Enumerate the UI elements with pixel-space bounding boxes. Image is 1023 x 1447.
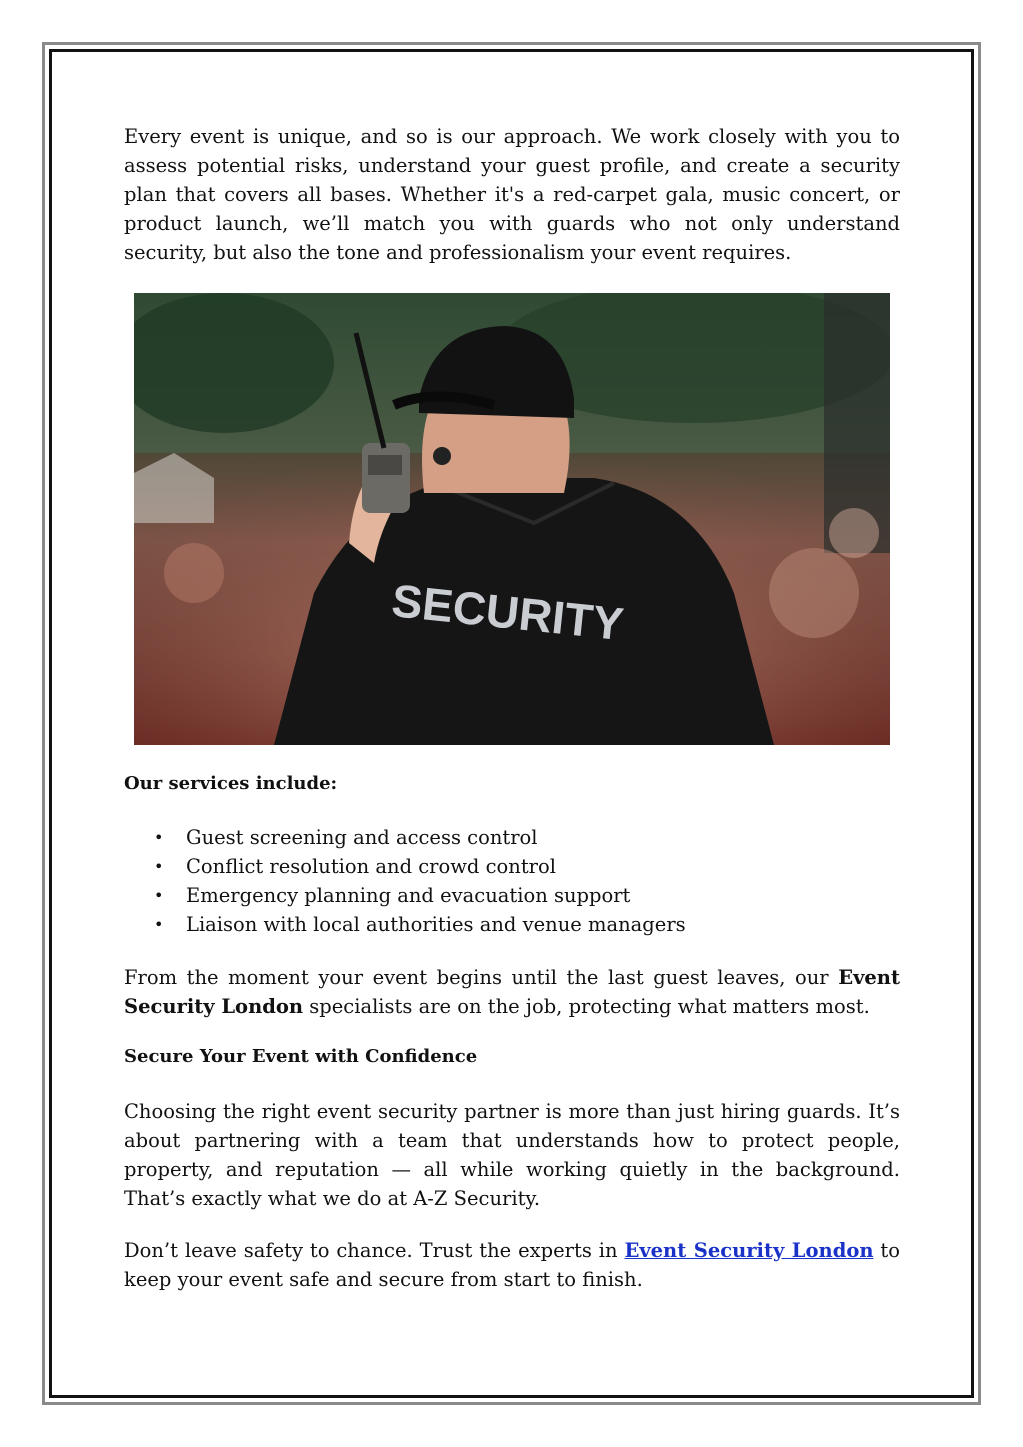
from-paragraph — [124, 963, 900, 1021]
list-item: • Conflict resolution and crowd control — [124, 852, 900, 881]
choosing-paragraph: Choosing the right event security partner is more than just hiring guards. It’s about partnering with a team that understands how to protect people, property, and reputation — all while working quietly in the background. That’s exactly what we do at A-Z Security. — [124, 1100, 900, 1210]
shirt-security-text: SECURITY — [389, 574, 627, 651]
security-guard-photo — [134, 293, 890, 745]
list-item: • Guest screening and access control — [124, 823, 900, 852]
services-list — [124, 823, 900, 939]
from-paragraph-end: specialists are on the job, protecting what matters most. — [303, 995, 870, 1018]
list-item: • Liaison with local authorities and venue managers — [124, 910, 900, 939]
closing-paragraph — [124, 1236, 900, 1294]
list-item: • Emergency planning and evacuation support — [124, 881, 900, 910]
event-security-london-link[interactable]: Event Security London — [624, 1239, 874, 1262]
from-paragraph-start: From the moment your event begins until the last guest leaves, our — [124, 966, 839, 989]
closing-paragraph-end: to keep your event safe and secure from start to finish. — [124, 1239, 901, 1291]
services-heading: Our services include: — [124, 773, 338, 794]
intro-paragraph: Every event is unique, and so is our approach. We work closely with you to assess potential risks, understand your guest profile, and create a security plan that covers all bases. Whether it's a red-carpet gala, music concert, or product launch, we’ll match you with guards who not only understand security, but also the tone and professionalism your event requires. — [124, 125, 900, 264]
event-security-london-bold: Event Security London — [124, 966, 900, 1018]
closing-paragraph-start: Don’t leave safety to chance. Trust the experts in — [124, 1239, 625, 1262]
secure-event-heading: Secure Your Event with Confidence — [124, 1046, 478, 1067]
intro-section — [124, 122, 900, 272]
